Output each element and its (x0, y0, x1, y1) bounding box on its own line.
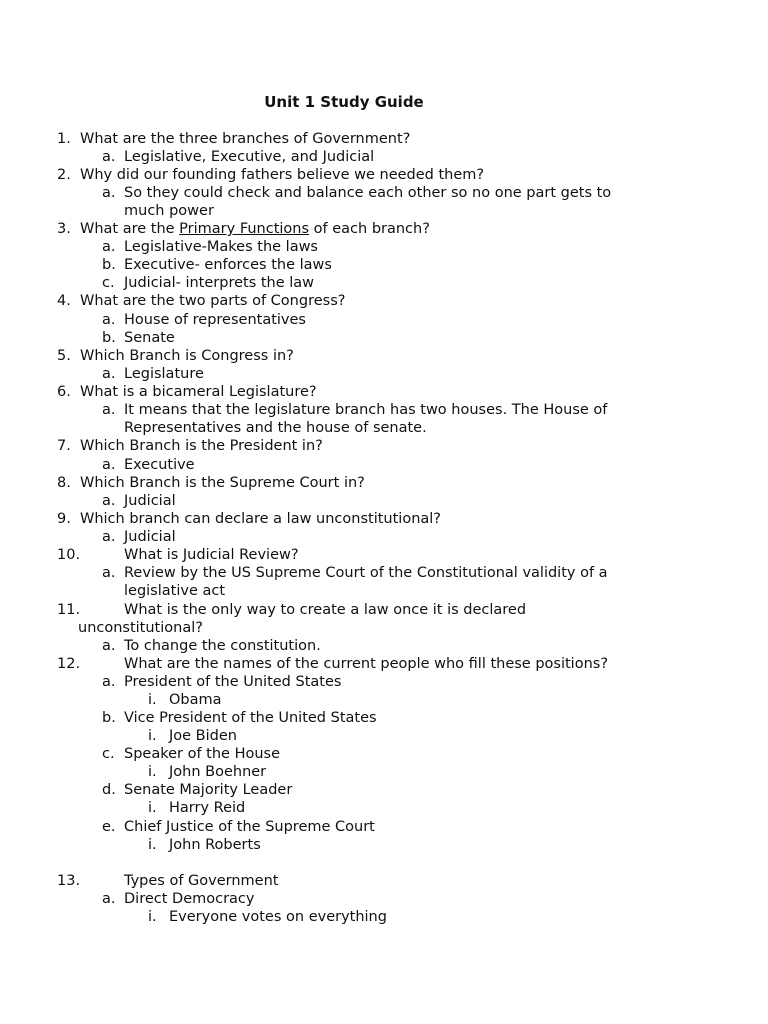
question-number: 9. (57, 511, 71, 527)
answer-marker: a. (102, 185, 116, 201)
question-number: 4. (57, 293, 71, 309)
answer-marker: b. (102, 330, 116, 346)
answer-text-continued: Representatives and the house of senate. (124, 420, 427, 436)
answer-text: To change the constitution. (124, 638, 321, 654)
answer-text: Executive (124, 457, 195, 473)
sub-answer-marker: i. (148, 837, 157, 853)
answer-text: Speaker of the House (124, 746, 281, 762)
question-text: Why did our founding fathers believe we needed them? (80, 167, 485, 183)
sub-answer-marker: i. (148, 800, 157, 816)
question-text-start: What are the (80, 221, 180, 237)
answer-marker: a. (102, 674, 116, 690)
answer-marker: a. (102, 565, 116, 581)
answer-text: Review by the US Supreme Court of the Constitutional validity of a (124, 565, 608, 581)
question-number: 2. (57, 167, 71, 183)
question-number: 5. (57, 348, 71, 364)
answer-text: Vice President of the United States (124, 710, 377, 726)
answer-text: So they could check and balance each other so no one part gets to (124, 185, 612, 201)
answer-marker: c. (102, 746, 115, 762)
question-number: 6. (57, 384, 71, 400)
sub-answer-text: Joe Biden (169, 728, 237, 744)
answer-marker: a. (102, 638, 116, 654)
answer-marker: a. (102, 366, 116, 382)
sub-answer-marker: i. (148, 692, 157, 708)
sub-answer-text: Everyone votes on everything (169, 909, 387, 925)
answer-text: Legislative-Makes the laws (124, 239, 318, 255)
answer-marker: d. (102, 782, 116, 798)
answer-marker: a. (102, 239, 116, 255)
sub-answer-text: John Boehner (169, 764, 267, 780)
answer-text: Senate (124, 330, 175, 346)
answer-marker: a. (102, 402, 116, 418)
question-text: What are the two parts of Congress? (80, 293, 346, 309)
sub-answer-marker: i. (148, 728, 157, 744)
question-text: What is the only way to create a law once it is declared (124, 602, 527, 618)
answer-text: Legislature (124, 366, 204, 382)
sub-answer-text: John Roberts (169, 837, 261, 853)
question-text: Which Branch is the President in? (80, 438, 323, 454)
answer-text: Judicial (124, 493, 176, 509)
answer-marker: b. (102, 710, 116, 726)
answer-text: Judicial (124, 529, 176, 545)
question-number: 11. (57, 602, 81, 618)
question-number: 3. (57, 221, 71, 237)
sub-answer-text: Harry Reid (169, 800, 246, 816)
question-text: What are the names of the current people who fill these positions? (124, 656, 609, 672)
answer-marker: c. (102, 275, 115, 291)
answer-text: Senate Majority Leader (124, 782, 293, 798)
answer-text: Judicial- interprets the law (124, 275, 315, 291)
question-text: What is a bicameral Legislature? (80, 384, 317, 400)
question-number: 8. (57, 475, 71, 491)
sub-answer-marker: i. (148, 909, 157, 925)
answer-marker: a. (102, 149, 116, 165)
question-text-continued: unconstitutional? (78, 620, 203, 636)
sub-answer-marker: i. (148, 764, 157, 780)
answer-marker: a. (102, 529, 116, 545)
question-text: What is Judicial Review? (124, 547, 299, 563)
question-text: Which branch can declare a law unconstitutional? (80, 511, 441, 527)
question-number: 13. (57, 873, 81, 889)
answer-text: House of representatives (124, 312, 306, 328)
answer-text: Legislative, Executive, and Judicial (124, 149, 375, 165)
answer-text: President of the United States (124, 674, 342, 690)
question-number: 10. (57, 547, 81, 563)
answer-text: Executive- enforces the laws (124, 257, 332, 273)
answer-marker: e. (102, 819, 116, 835)
question-number: 7. (57, 438, 71, 454)
answer-text: Direct Democracy (124, 891, 255, 907)
question-number: 1. (57, 131, 71, 147)
document-title: Unit 1 Study Guide (264, 93, 424, 111)
question-number: 12. (57, 656, 81, 672)
answer-marker: a. (102, 457, 116, 473)
answer-marker: a. (102, 493, 116, 509)
question-text: What are the three branches of Government? (80, 131, 411, 147)
sub-answer-text: Obama (169, 692, 222, 708)
answer-text: It means that the legislature branch has two houses. The House of (124, 402, 608, 418)
question-text: Which Branch is Congress in? (80, 348, 294, 364)
question-text (80, 220, 430, 238)
answer-text: Chief Justice of the Supreme Court (124, 819, 375, 835)
question-text: Types of Government (124, 873, 279, 889)
answer-text-continued: legislative act (124, 583, 226, 599)
answer-marker: b. (102, 257, 116, 273)
question-text-end: of each branch? (309, 221, 430, 237)
answer-text-continued: much power (124, 203, 214, 219)
question-text: Which Branch is the Supreme Court in? (80, 475, 365, 491)
underlined-term: Primary Functions (179, 221, 310, 237)
answer-marker: a. (102, 891, 116, 907)
answer-marker: a. (102, 312, 116, 328)
